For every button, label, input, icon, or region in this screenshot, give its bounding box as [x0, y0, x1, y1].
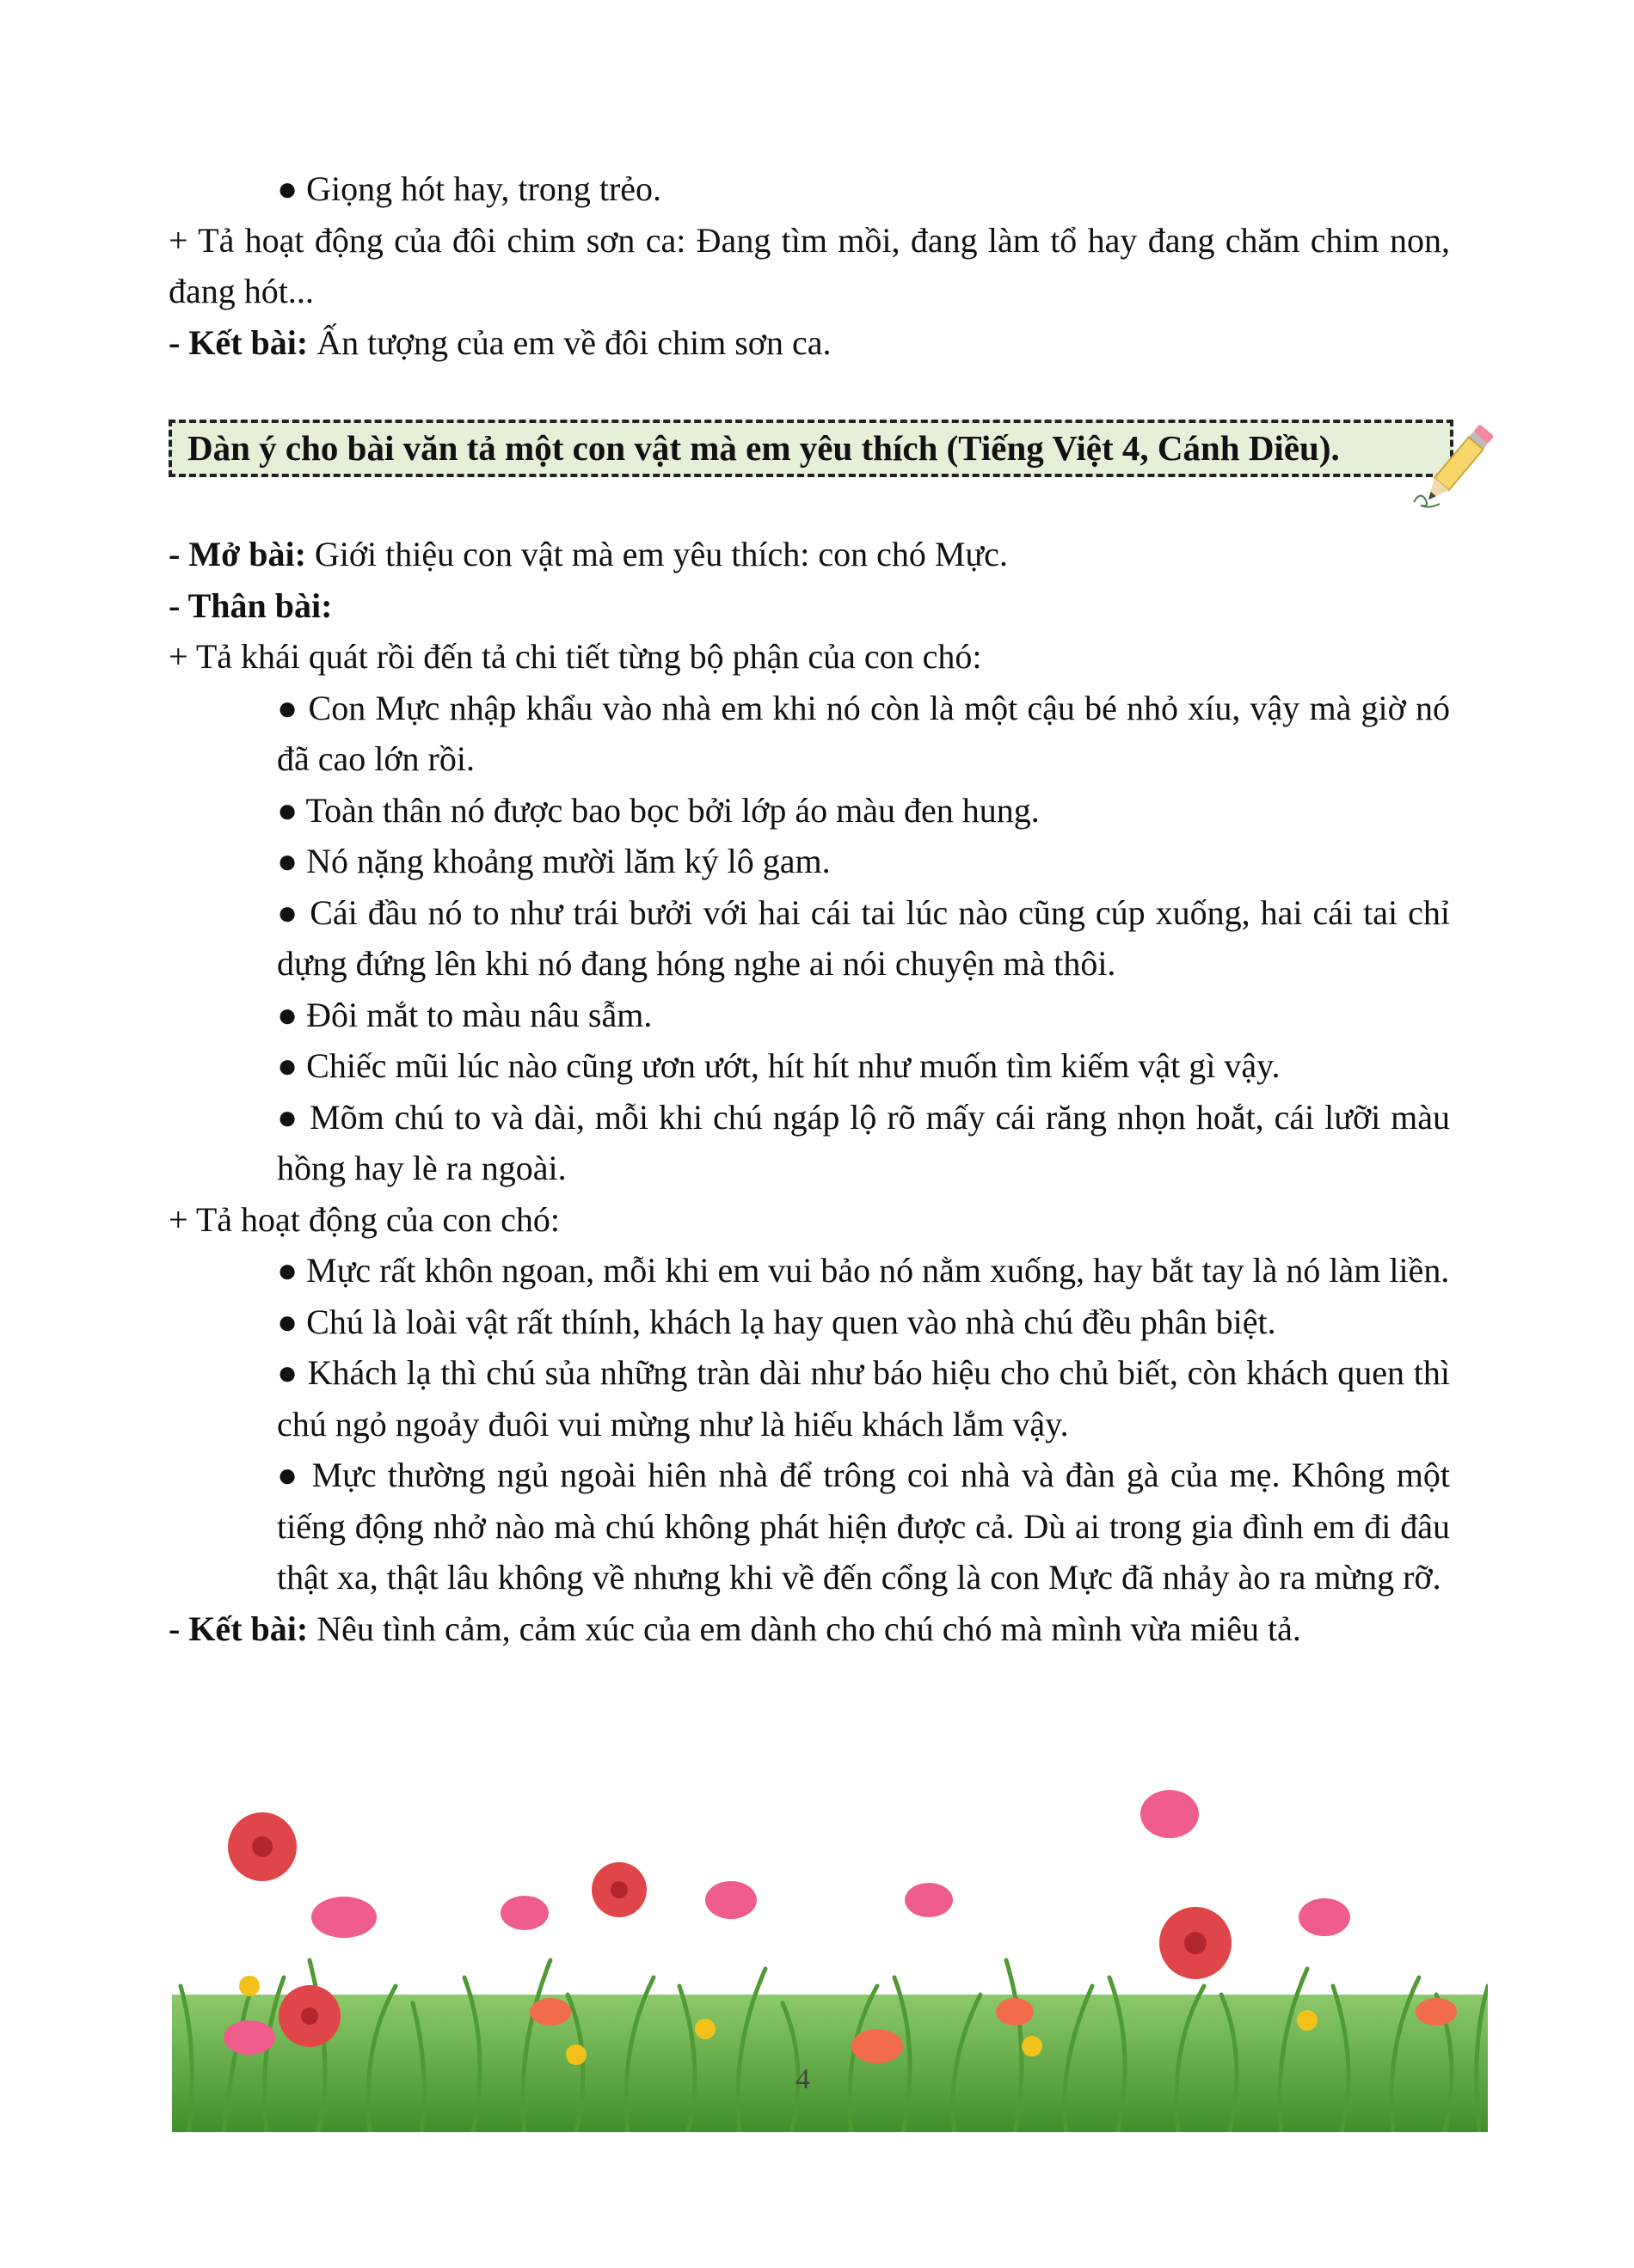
conclusion-line [169, 1603, 1450, 1655]
list-item: ● Chú là loài vật rất thính, khách lạ hay quen vào nhà chú đều phân biệt. [277, 1302, 1276, 1341]
conclusion-text: Nêu tình cảm, cảm xúc của em dành cho chú chó mà mình vừa miêu tả. [308, 1609, 1301, 1648]
intro-line [169, 529, 1450, 580]
list-item: ● Chiếc mũi lúc nào cũng ươn ướt, hít hít như muốn tìm kiếm vật gì vậy. [277, 1046, 1281, 1085]
intro-text: Giới thiệu con vật mà em yêu thích: con chó Mực. [305, 535, 1008, 573]
list-item: ● Đôi mắt to màu nâu sẫm. [277, 995, 653, 1034]
list-item: ● Khách lạ thì chú sủa những tràn dài như báo hiệu cho chủ biết, còn khách quen thì chú ngỏ ngoảy đuôi vui mừng như là hiếu khách lắm vậy. [277, 1353, 1450, 1444]
list-item: ● Mực thường ngủ ngoài hiên nhà để trông coi nhà và đàn gà của mẹ. Không một tiếng động nhở nào mà chú không phát hiện được cả. Dù ai trong gia đình em đi đâu thật xa, thật lâu không về nhưng khi về đến cổng là con Mực đã nhảy ào ra mừng rỡ. [277, 1456, 1450, 1597]
conclusion-label: - Kết bài: [169, 1609, 309, 1648]
flower-meadow-illustration [172, 1788, 1488, 2132]
conclusion-label: - Kết bài: [169, 322, 309, 362]
list-item: ● Nó nặng khoảng mười lăm ký lô gam. [277, 842, 831, 880]
intro-label: - Mở bài: [169, 535, 306, 573]
document-body [169, 163, 1450, 1654]
activity-line: + Tả hoạt động của đôi chim sơn ca: Đang tìm mồi, đang làm tổ hay đang chăm chim non, đang hót... [169, 220, 1450, 310]
pencil-icon [1407, 416, 1502, 519]
conclusion-text: Ấn tượng của em về đôi chim sơn ca. [308, 322, 832, 362]
section-heading: Dàn ý cho bài văn tả một con vật mà em yêu thích (Tiếng Việt 4, Cánh Diều). [187, 428, 1340, 468]
list-item: ● Mõm chú to và dài, mỗi khi chú ngáp lộ rõ mấy cái răng nhọn hoắt, cái lưỡi màu hồng hay lè ra ngoài. [277, 1097, 1450, 1187]
activity-line: + Tả hoạt động của con chó: [169, 1199, 561, 1239]
section-heading-box [169, 420, 1453, 477]
body-label: - Thân bài: [169, 585, 333, 625]
body-label-line [169, 580, 1450, 632]
page-number: 4 [796, 2063, 810, 2095]
conclusion-line [169, 317, 1450, 369]
list-item: ● Mực rất khôn ngoan, mỗi khi em vui bảo nó nằm xuống, hay bắt tay là nó làm liền. [277, 1251, 1450, 1290]
list-item: ● Cái đầu nó to như trái bưởi với hai cái tai lúc nào cũng cúp xuống, hai cái tai chỉ dựng đứng lên khi nó đang hóng nghe ai nói chuyện mà thôi. [277, 892, 1450, 983]
parts-line: + Tả khái quát rồi đến tả chi tiết từng bộ phận của con chó: [169, 637, 982, 676]
list-item: ● Toàn thân nó được bao bọc bởi lớp áo màu đen hung. [277, 790, 1040, 830]
list-item: ● Con Mực nhập khẩu vào nhà em khi nó còn là một cậu bé nhỏ xíu, vậy mà giờ nó đã cao lớn rồi. [277, 688, 1450, 778]
list-item: ● Giọng hót hay, trong trẻo. [277, 169, 662, 208]
